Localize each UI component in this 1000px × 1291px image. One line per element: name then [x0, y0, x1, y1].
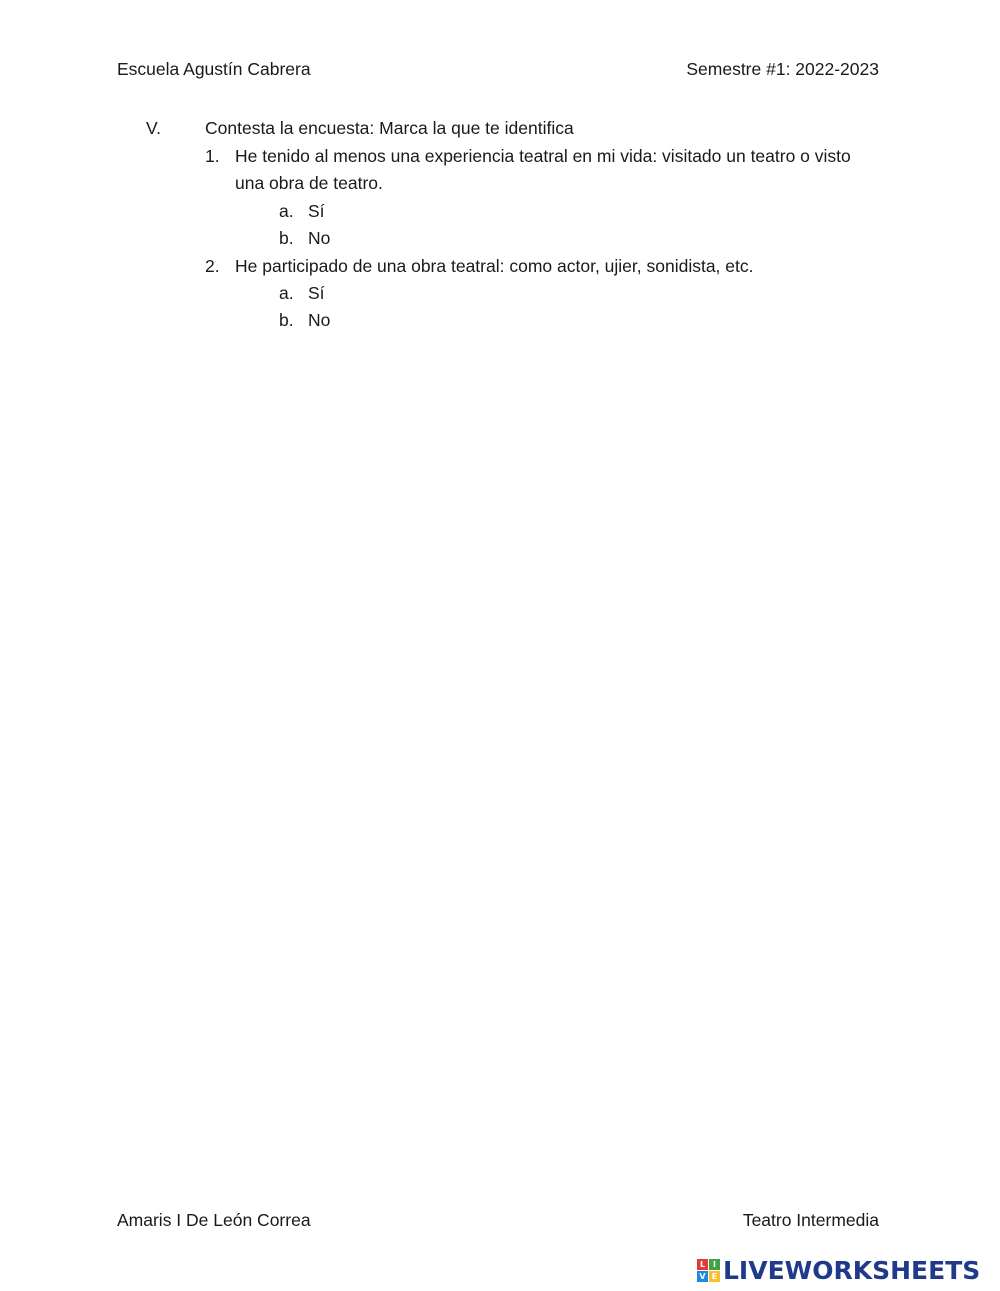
question-1-number: 1.: [205, 146, 220, 166]
logo-cell: V: [697, 1271, 708, 1282]
logo-text: LIVEWORKSHEETS: [723, 1255, 981, 1285]
question-2-option-a[interactable]: Sí: [308, 283, 325, 303]
liveworksheets-logo: [697, 1254, 980, 1286]
semester-label: Semestre #1: 2022-2023: [686, 59, 879, 79]
author-name: Amaris I De León Correa: [117, 1210, 311, 1230]
question-1-option-b[interactable]: No: [308, 228, 331, 248]
question-2-option-b-letter: b.: [279, 310, 294, 330]
logo-cell: I: [709, 1259, 720, 1270]
section-number: V.: [146, 118, 161, 138]
question-2-number: 2.: [205, 256, 220, 276]
course-name: Teatro Intermedia: [742, 1210, 879, 1230]
logo-grid-icon: [697, 1259, 720, 1282]
logo-cell: E: [709, 1271, 720, 1282]
question-1-option-a[interactable]: Sí: [308, 201, 325, 221]
question-2-option-a-letter: a.: [279, 283, 294, 303]
question-1-text-line1: He tenido al menos una experiencia teatral en mi vida: visitado un teatro o visto: [235, 146, 851, 166]
question-2-text: He participado de una obra teatral: como actor, ujier, sonidista, etc.: [235, 256, 754, 276]
question-1-text-line2: una obra de teatro.: [235, 173, 383, 193]
section-title: Contesta la encuesta: Marca la que te identifica: [205, 118, 574, 138]
question-1-option-a-letter: a.: [279, 201, 294, 221]
school-name: Escuela Agustín Cabrera: [117, 59, 311, 79]
question-1-option-b-letter: b.: [279, 228, 294, 248]
logo-cell: L: [697, 1259, 708, 1270]
question-2-option-b[interactable]: No: [308, 310, 331, 330]
